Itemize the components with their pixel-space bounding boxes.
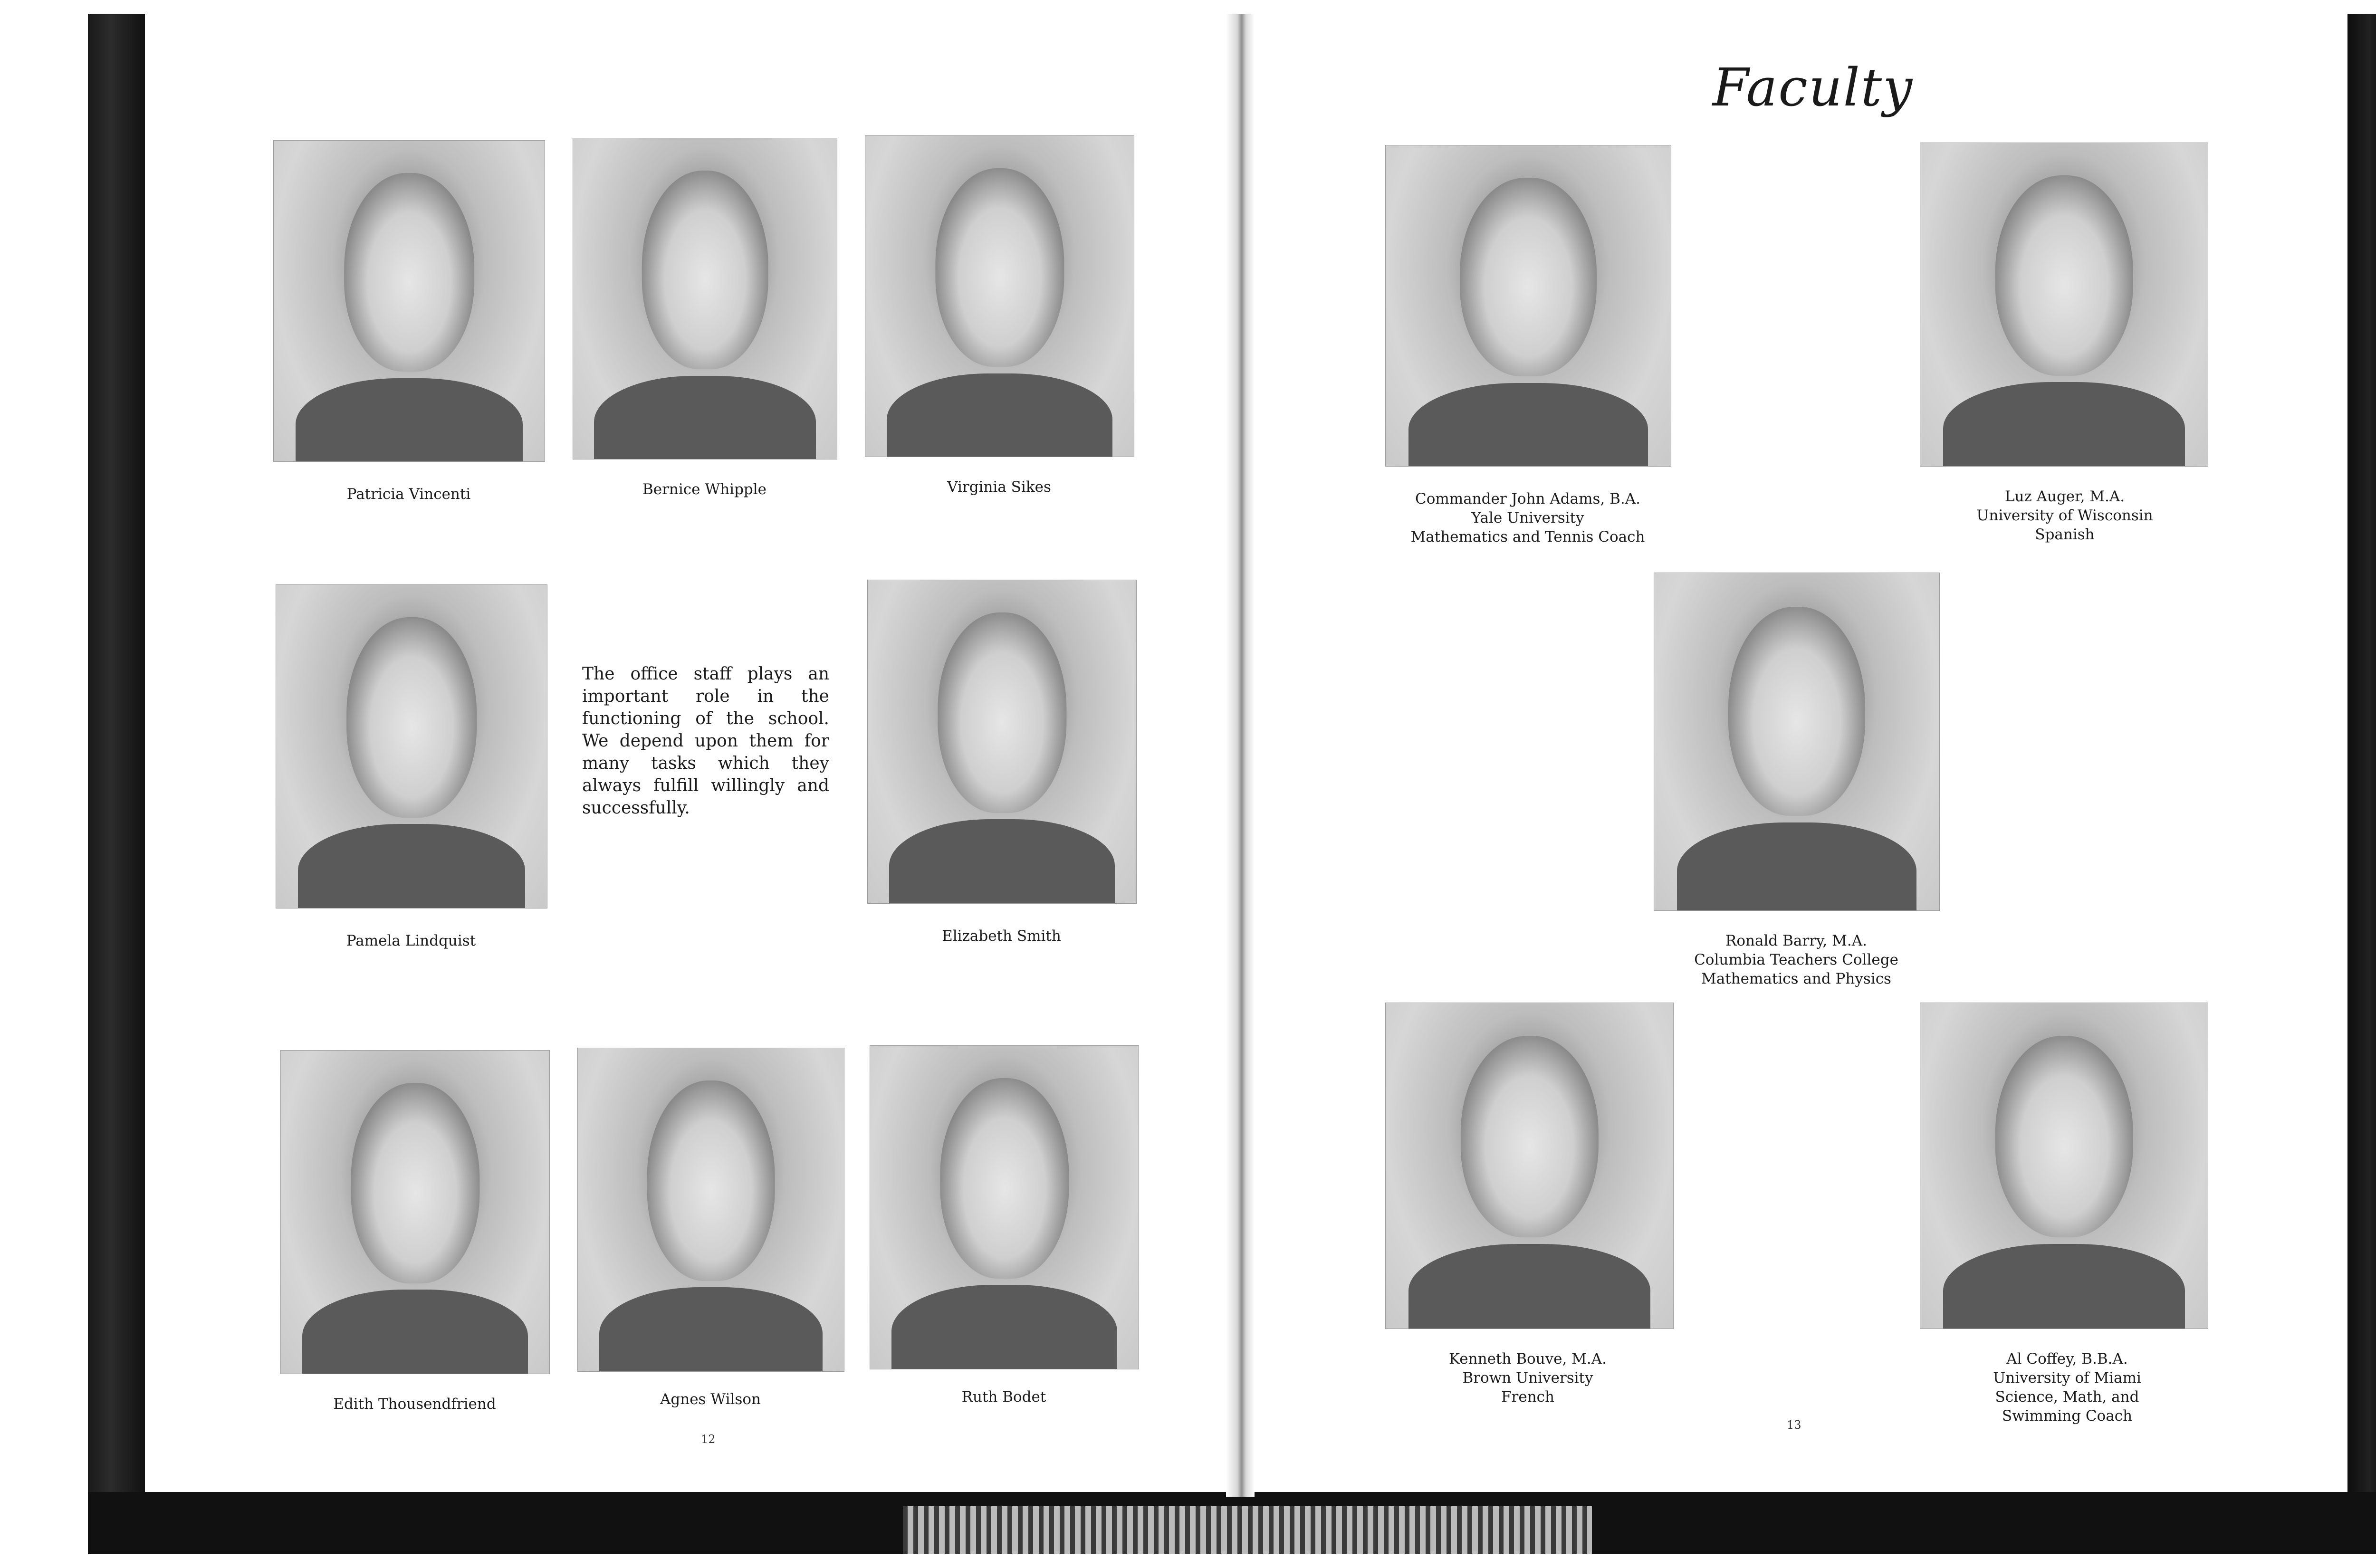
book-cover-edge-right bbox=[2347, 14, 2376, 1549]
portrait-photo bbox=[1920, 1003, 2208, 1329]
faculty-name: Kenneth Bouve, M.A. bbox=[1448, 1350, 1607, 1367]
portrait-photo bbox=[865, 135, 1134, 457]
portrait-photo bbox=[273, 140, 545, 462]
portrait-photo bbox=[1654, 573, 1940, 911]
portrait-photo bbox=[280, 1050, 550, 1374]
faculty-subject: Spanish bbox=[2035, 526, 2095, 543]
faculty-name: Al Coffey, B.B.A. bbox=[2006, 1350, 2128, 1367]
book-cover-edge-left bbox=[88, 14, 145, 1511]
portrait-photo bbox=[573, 138, 837, 459]
faculty-school: University of Miami bbox=[1993, 1369, 2141, 1386]
faculty-school: Columbia Teachers College bbox=[1694, 951, 1898, 968]
faculty-school: Brown University bbox=[1462, 1369, 1593, 1386]
faculty-name: Luz Auger, M.A. bbox=[2004, 488, 2125, 505]
faculty-caption bbox=[1331, 489, 1725, 546]
page-number-right: 13 bbox=[1787, 1418, 1801, 1432]
faculty-name: Commander John Adams, B.A. bbox=[1415, 490, 1640, 507]
portrait-photo bbox=[577, 1048, 844, 1372]
faculty-caption bbox=[1887, 487, 2243, 544]
faculty-caption bbox=[1606, 931, 1986, 988]
portrait-photo bbox=[1385, 145, 1671, 467]
portrait-photo bbox=[1920, 143, 2208, 467]
portrait-photo bbox=[1385, 1003, 1674, 1329]
staff-name: Bernice Whipple bbox=[642, 481, 767, 498]
staff-name: Patricia Vincenti bbox=[346, 486, 471, 503]
faculty-subject: Science, Math, and bbox=[1995, 1388, 2139, 1405]
faculty-caption bbox=[1887, 1349, 2248, 1425]
faculty-school: University of Wisconsin bbox=[1976, 507, 2153, 524]
portrait-photo bbox=[867, 580, 1137, 904]
office-staff-text: The office staff plays an important role in the functioning of the school. We depend upon them for many tasks which they always fulfill willingly and successfully. bbox=[582, 664, 829, 818]
faculty-caption bbox=[1340, 1349, 1715, 1406]
staff-name: Pamela Lindquist bbox=[346, 932, 476, 949]
faculty-subject: French bbox=[1501, 1388, 1554, 1405]
faculty-name: Ronald Barry, M.A. bbox=[1725, 932, 1867, 949]
page-stack-edge bbox=[903, 1506, 1592, 1554]
faculty-subject: Mathematics and Tennis Coach bbox=[1410, 528, 1645, 545]
faculty-school: Yale University bbox=[1471, 509, 1584, 526]
faculty-subject-continued: Swimming Coach bbox=[2002, 1407, 2133, 1425]
faculty-subject: Mathematics and Physics bbox=[1701, 970, 1891, 987]
staff-name: Edith Thousendfriend bbox=[333, 1396, 496, 1413]
staff-name: Ruth Bodet bbox=[961, 1388, 1046, 1405]
portrait-photo bbox=[276, 584, 547, 908]
page-title: Faculty bbox=[1712, 57, 1914, 118]
staff-name: Virginia Sikes bbox=[947, 478, 1051, 496]
staff-name: Elizabeth Smith bbox=[942, 927, 1061, 945]
portrait-photo bbox=[870, 1045, 1139, 1369]
staff-name: Agnes Wilson bbox=[660, 1391, 761, 1408]
page-number-left: 12 bbox=[701, 1433, 716, 1446]
